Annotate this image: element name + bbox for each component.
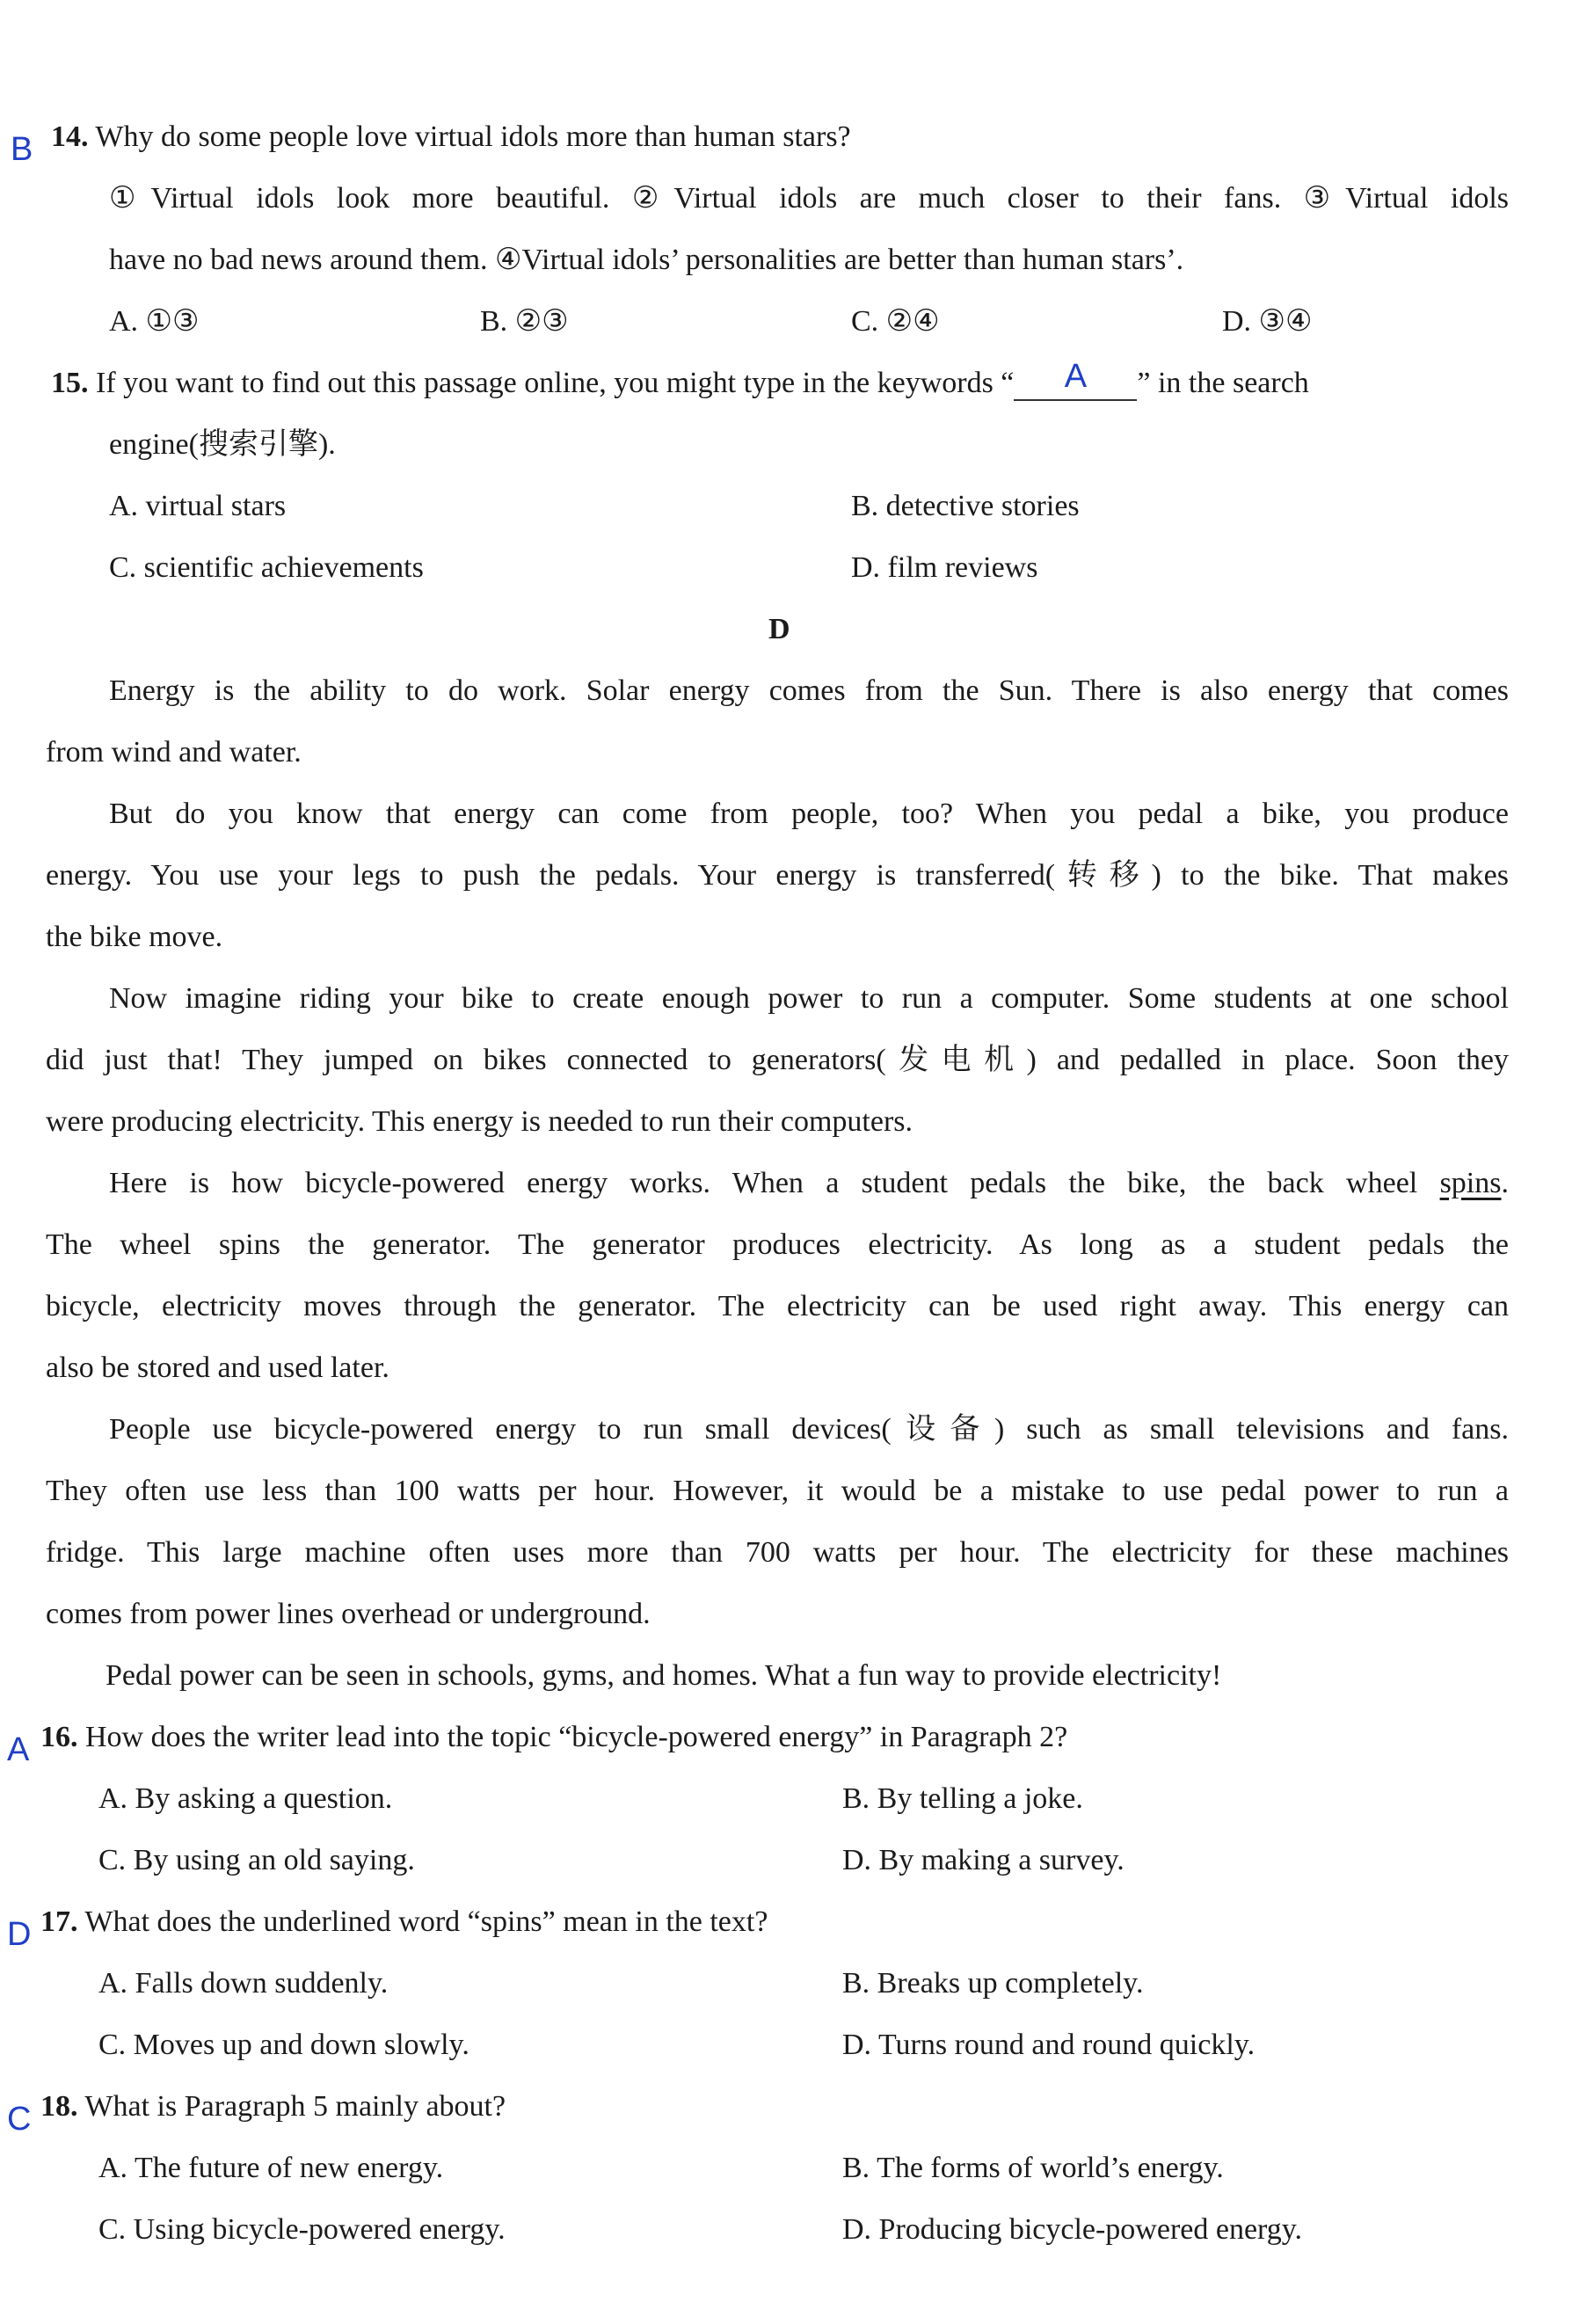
q18-option-a: A. The future of new energy. (98, 2152, 444, 2184)
question-number: 18. (40, 2090, 78, 2123)
q17-option-c: C. Moves up and down slowly. (98, 2029, 469, 2061)
question-stem-end: ” in the search (1137, 367, 1309, 399)
passage-p4-line3: bicycle, electricity moves through the generator. The electricity can be used right away. This energy can (46, 1290, 1509, 1322)
q17-option-a: A. Falls down suddenly. (98, 1967, 389, 2000)
q14-option-a: A. ①③ (109, 305, 200, 338)
q16-option-c: C. By using an old saying. (98, 1844, 415, 1876)
q16-option-d: D. By making a survey. (842, 1844, 1125, 1876)
passage-p2-line2: energy. You use your legs to push the pedals. Your energy is transferred(转移) to the bike. That makes (46, 859, 1509, 892)
q17-option-b: B. Breaks up completely. (842, 1967, 1144, 2000)
text-segment: . (1501, 1167, 1509, 1199)
q15-option-b: B. detective stories (851, 490, 1080, 522)
q15-option-d: D. film reviews (851, 551, 1038, 584)
q14-option-c: C. ②④ (851, 305, 940, 338)
question-stem: What is Paragraph 5 mainly about? (84, 2090, 506, 2123)
passage-p2-line1: But do you know that energy can come from people, too? When you pedal a bike, you produce (109, 798, 1509, 830)
passage-p3-line3: were producing electricity. This energy is needed to run their computers. (46, 1105, 913, 1138)
question-number: 14. (51, 120, 89, 153)
question-16 (40, 1720, 1067, 1755)
passage-p3-line2: did just that! They jumped on bikes connected to generators(发电机) and pedalled in place. Soon they (46, 1044, 1509, 1076)
handwritten-answer-17: D (7, 1916, 32, 1953)
passage-p1-line1: Energy is the ability to do work. Solar energy comes from the Sun. There is also energy that comes (109, 674, 1509, 707)
q14-statements-line1: ①Virtual idols look more beautiful. ②Virtual idols are much closer to their fans. ③Virtual idols (109, 182, 1509, 215)
q14-statements-line2: have no bad news around them. ④Virtual idols’ personalities are better than human stars’. (109, 244, 1184, 276)
text-segment: Here is how bicycle-powered energy works. When a student pedals the bike, the back wheel (109, 1167, 1440, 1199)
passage-p6-line1: Pedal power can be seen in schools, gyms, and homes. What a fun way to provide electricity! (106, 1659, 1222, 1692)
question-18 (40, 2089, 506, 2124)
q14-option-b: B. ②③ (480, 305, 569, 338)
answer-blank (1014, 358, 1137, 401)
handwritten-answer-16: A (7, 1731, 30, 1768)
passage-p2-line3: the bike move. (46, 921, 223, 953)
handwritten-answer-15: A (1064, 358, 1088, 395)
question-stem: If you want to find out this passage online, you might type in the keywords “ (96, 367, 1015, 399)
passage-p4-line1 (109, 1166, 1509, 1201)
passage-p5-line2: They often use less than 100 watts per hour. However, it would be a mistake to use pedal power to run a (46, 1475, 1509, 1507)
q15-stem-line2: engine(搜索引擎). (109, 428, 336, 461)
section-title: D (768, 613, 790, 645)
q15-option-a: A. virtual stars (109, 490, 287, 522)
passage-p3-line1: Now imagine riding your bike to create enough power to run a computer. Some students at one school (109, 982, 1509, 1015)
q14-option-d: D. ③④ (1222, 305, 1313, 338)
passage-p5-line3: fridge. This large machine often uses more than 700 watts per hour. The electricity for these machines (46, 1536, 1509, 1569)
question-number: 15. (51, 367, 89, 399)
question-15 (51, 358, 1309, 401)
passage-p1-line2: from wind and water. (46, 736, 302, 769)
q16-option-a: A. By asking a question. (98, 1782, 393, 1815)
q16-option-b: B. By telling a joke. (842, 1782, 1083, 1815)
question-stem: How does the writer lead into the topic “bicycle-powered energy” in Paragraph 2? (85, 1721, 1068, 1753)
question-14 (51, 120, 851, 155)
passage-p4-line4: also be stored and used later. (46, 1351, 389, 1384)
q15-option-c: C. scientific achievements (109, 551, 424, 584)
q18-option-b: B. The forms of world’s energy. (842, 2152, 1224, 2184)
question-stem: What does the underlined word “spins” mean in the text? (84, 1905, 768, 1938)
question-number: 16. (40, 1721, 78, 1753)
question-stem: Why do some people love virtual idols more than human stars? (95, 120, 851, 153)
underlined-word-spins: spins (1439, 1167, 1502, 1199)
q17-option-d: D. Turns round and round quickly. (842, 2029, 1256, 2061)
handwritten-answer-14: B (11, 131, 33, 168)
handwritten-answer-18: C (7, 2101, 32, 2138)
question-number: 17. (40, 1905, 78, 1938)
q18-option-d: D. Producing bicycle-powered energy. (842, 2213, 1303, 2246)
question-17 (40, 1905, 768, 1940)
passage-p4-line2: The wheel spins the generator. The generator produces electricity. As long as a student pedals the (46, 1228, 1509, 1261)
q18-option-c: C. Using bicycle-powered energy. (98, 2213, 506, 2246)
passage-p5-line4: comes from power lines overhead or underground. (46, 1598, 651, 1630)
passage-p5-line1: People use bicycle-powered energy to run small devices(设备) such as small televisions and fans. (109, 1413, 1509, 1446)
